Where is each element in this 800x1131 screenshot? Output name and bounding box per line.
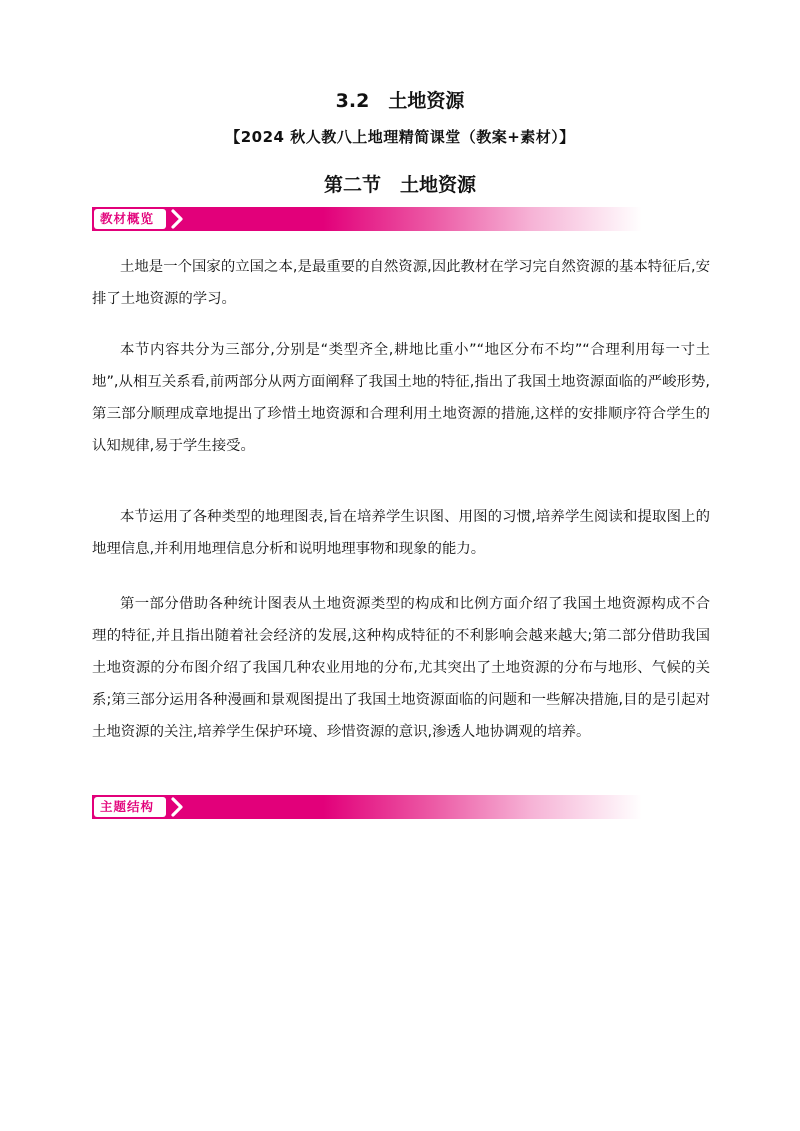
overview-banner bbox=[92, 207, 642, 231]
course-subtitle: 【2024 秋人教八上地理精简课堂（教案+素材）】 bbox=[225, 128, 575, 146]
chevron-right-icon bbox=[170, 208, 186, 230]
overview-paragraph-4: 第一部分借助各种统计图表从土地资源类型的构成和比例方面介绍了我国土地资源构成不合理的特征,并且指出随着社会经济的发展,这种构成特征的不利影响会越来越大;第二部分借助我国土地资源的分布图介绍了我国几种农业用地的分布,尤其突出了土地资源的分布与地形、气候的关系;第三部分运用各种漫画和景观图提出了我国土地资源面临的问题和一些解决措施,目的是引起对土地资源的关注,培养学生保护环境、珍惜资源的意识,渗透人地协调观的培养。 bbox=[92, 596, 710, 740]
section-title: 第二节 土地资源 bbox=[323, 174, 476, 196]
structure-banner bbox=[92, 795, 642, 819]
structure-banner-label: 主题结构 bbox=[94, 797, 166, 817]
overview-banner-label: 教材概览 bbox=[94, 209, 166, 229]
chevron-right-icon bbox=[170, 796, 186, 818]
overview-paragraph-1: 土地是一个国家的立国之本,是最重要的自然资源,因此教材在学习完自然资源的基本特征后,安排了土地资源的学习。 bbox=[92, 259, 710, 307]
overview-paragraph-3: 本节运用了各种类型的地理图表,旨在培养学生识图、用图的习惯,培养学生阅读和提取图上的地理信息,并利用地理信息分析和说明地理事物和现象的能力。 bbox=[92, 509, 710, 557]
page-title: 3.2 土地资源 bbox=[335, 90, 465, 112]
overview-paragraph-2: 本节内容共分为三部分,分别是“类型齐全,耕地比重小”“地区分布不均”“合理利用每一寸土地”,从相互关系看,前两部分从两方面阐释了我国土地的特征,指出了我国土地资源面临的严峻形势,第三部分顺理成章地提出了珍惜土地资源和合理利用土地资源的措施,这样的安排顺序符合学生的认知规律,易于学生接受。 bbox=[92, 342, 710, 454]
